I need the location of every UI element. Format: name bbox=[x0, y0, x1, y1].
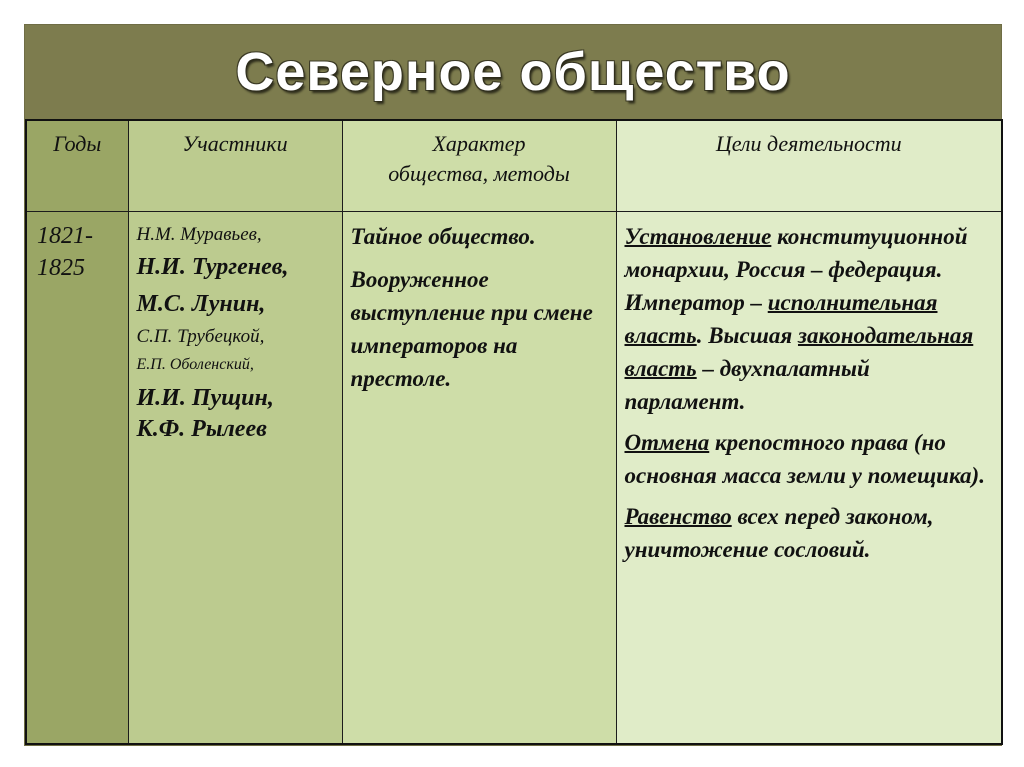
table-row bbox=[26, 212, 1002, 745]
participant: К.Ф. Рылеев bbox=[136, 416, 267, 443]
participant: М.С. Лунин, bbox=[136, 290, 266, 317]
title-bar bbox=[25, 25, 1001, 119]
header-participants: Участники bbox=[128, 120, 342, 212]
participant: С.П. Трубецкой, bbox=[136, 326, 265, 348]
goal-paragraph: Отмена крепостного права (но основная масса земли у помещика). bbox=[624, 430, 985, 488]
goal-paragraph: Равенство всех перед законом, уничтожение сословий. bbox=[624, 504, 934, 562]
participant: Н.И. Тургенев, bbox=[136, 253, 289, 280]
participant: И.И. Пущин, bbox=[136, 385, 274, 412]
goal-paragraph: Установление конституционной монархии, Россия – федерация. Император – исполнительная власть. Высшая законодательная власть – двухпалатный парламент. bbox=[624, 224, 974, 414]
header-years: Годы bbox=[26, 120, 128, 212]
methods-text: Тайное общество. bbox=[350, 224, 536, 249]
participant: Н.М. Муравьев, bbox=[136, 224, 262, 245]
cell-years: 1821- 1825 bbox=[26, 212, 128, 745]
cell-participants bbox=[128, 212, 342, 745]
slide bbox=[24, 24, 1002, 746]
header-row bbox=[26, 120, 1002, 212]
slide-title: Северное общество bbox=[235, 42, 791, 102]
header-character: Характер общества, методы bbox=[342, 120, 616, 212]
cell-methods bbox=[342, 212, 616, 745]
info-table bbox=[25, 119, 1003, 745]
cell-goals bbox=[616, 212, 1002, 745]
header-goals: Цели деятельности bbox=[616, 120, 1002, 212]
participant: Е.П. Оболенский, bbox=[136, 356, 254, 374]
methods-text: Вооруженное выступление при смене императоров на престоле. bbox=[350, 267, 593, 391]
